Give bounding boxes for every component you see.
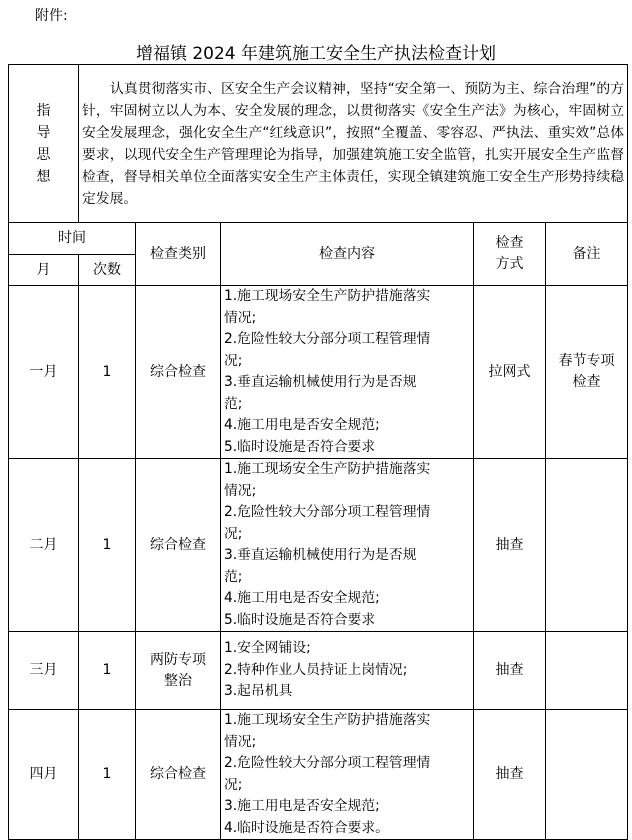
header-content: 检查内容 <box>221 223 474 286</box>
guide-row <box>9 65 628 223</box>
row-remark-line: 春节专项 <box>558 353 615 369</box>
row-category <box>136 286 221 459</box>
guide-text: 认真贯彻落实市、区安全生产会议精神，坚持“安全第一、预防为主、综合治理”的方针，牢固树立以人为本、安全发展的理念，以贯彻落实《安全生产法》为核心，牢固树立安全发展理念，强化安全生产“红线意识”，按照“全覆盖、零容忍、严执法、重实效”总体要求，以现代安全生产管理理论为指导，加强建筑施工安全监管，扎实开展安全生产监督检查，督导相关单位全面落实安全生产主体责任，实现全镇建筑施工安全生产形势持续稳定发展。 <box>82 80 625 207</box>
row-category-line: 整治 <box>164 672 192 689</box>
row-count: 1 <box>79 632 136 710</box>
content-line: 3.垂直运输机械使用行为是否规 <box>224 374 417 390</box>
row-count: 1 <box>79 459 136 632</box>
content-line: 2.危险性较大分部分项工程管理情 <box>224 755 431 771</box>
row-method: 抽查 <box>474 632 546 710</box>
row-content <box>221 286 474 459</box>
row-remark-line: 检查 <box>572 374 601 390</box>
content-line: 2.危险性较大分部分项工程管理情 <box>224 331 431 347</box>
header-month: 月 <box>9 255 79 286</box>
row-category-line: 综合检查 <box>150 363 206 380</box>
header-category: 检查类别 <box>136 223 221 286</box>
content-line: 4.施工用电是否安全规范; <box>224 590 380 606</box>
guide-label-char: 指 <box>36 102 51 119</box>
table-row <box>9 710 628 840</box>
row-remark <box>546 459 628 632</box>
content-line: 5.临时设施是否符合要求 <box>224 438 376 455</box>
row-content <box>221 632 474 710</box>
header-time: 时间 <box>9 223 136 255</box>
row-count: 1 <box>79 710 136 840</box>
row-content <box>221 459 474 632</box>
content-line: 4.临时设施是否符合要求。 <box>224 819 389 836</box>
guide-label-cell <box>9 65 79 223</box>
guide-label-char: 想 <box>36 168 51 185</box>
row-category <box>136 710 221 840</box>
attachment-label: 附件: <box>35 8 68 24</box>
row-method: 抽查 <box>474 710 546 840</box>
content-line: 况; <box>224 776 243 793</box>
row-category-line: 综合检查 <box>150 766 206 782</box>
content-line: 情况; <box>224 733 257 750</box>
header-method-line: 检查 <box>495 235 524 251</box>
content-line: 范; <box>224 395 243 412</box>
header-method <box>474 223 546 286</box>
content-line: 况; <box>224 352 243 369</box>
content-line: 2.特种作业人员持证上岗情况; <box>224 661 408 678</box>
row-category-line: 两防专项 <box>150 651 206 668</box>
content-line: 3.起吊机具 <box>224 683 293 700</box>
content-line: 3.施工用电是否安全规范; <box>224 798 380 814</box>
row-month: 三月 <box>9 632 79 710</box>
content-line: 2.危险性较大分部分项工程管理情 <box>224 504 431 520</box>
row-category <box>136 459 221 632</box>
table-row <box>9 286 628 459</box>
content-line: 情况; <box>224 309 257 326</box>
row-content <box>221 710 474 840</box>
guide-label-char: 思 <box>36 146 51 163</box>
content-line: 1.施工现场安全生产防护措施落实 <box>224 461 431 477</box>
content-line: 1.施工现场安全生产防护措施落实 <box>224 288 431 304</box>
page-title: 增福镇 2024 年建筑施工安全生产执法检查计划 <box>135 44 497 64</box>
row-month: 一月 <box>9 286 79 459</box>
row-category <box>136 632 221 710</box>
table-row <box>9 632 628 710</box>
inspection-plan-table <box>8 64 628 840</box>
content-line: 况; <box>224 525 243 542</box>
content-line: 1.施工现场安全生产防护措施落实 <box>224 712 431 728</box>
content-line: 范; <box>224 568 243 585</box>
header-method-line: 方式 <box>495 256 524 272</box>
row-category-line: 综合检查 <box>150 536 206 553</box>
guide-text-cell <box>79 65 628 223</box>
content-line: 5.临时设施是否符合要求 <box>224 611 376 628</box>
header-remark: 备注 <box>546 223 628 286</box>
row-month: 二月 <box>9 459 79 632</box>
row-month: 四月 <box>9 710 79 840</box>
table-row <box>9 459 628 632</box>
header-row-1 <box>9 223 628 255</box>
row-count: 1 <box>79 286 136 459</box>
header-count: 次数 <box>79 255 136 286</box>
row-remark <box>546 632 628 710</box>
content-line: 3.垂直运输机械使用行为是否规 <box>224 547 417 563</box>
guide-label-char: 导 <box>36 124 51 141</box>
row-remark <box>546 710 628 840</box>
content-line: 4.施工用电是否安全规范; <box>224 417 380 433</box>
row-remark <box>546 286 628 459</box>
row-method: 拉网式 <box>474 286 546 459</box>
content-line: 情况; <box>224 482 257 499</box>
content-line: 1.安全网铺设; <box>224 640 311 657</box>
row-method: 抽查 <box>474 459 546 632</box>
